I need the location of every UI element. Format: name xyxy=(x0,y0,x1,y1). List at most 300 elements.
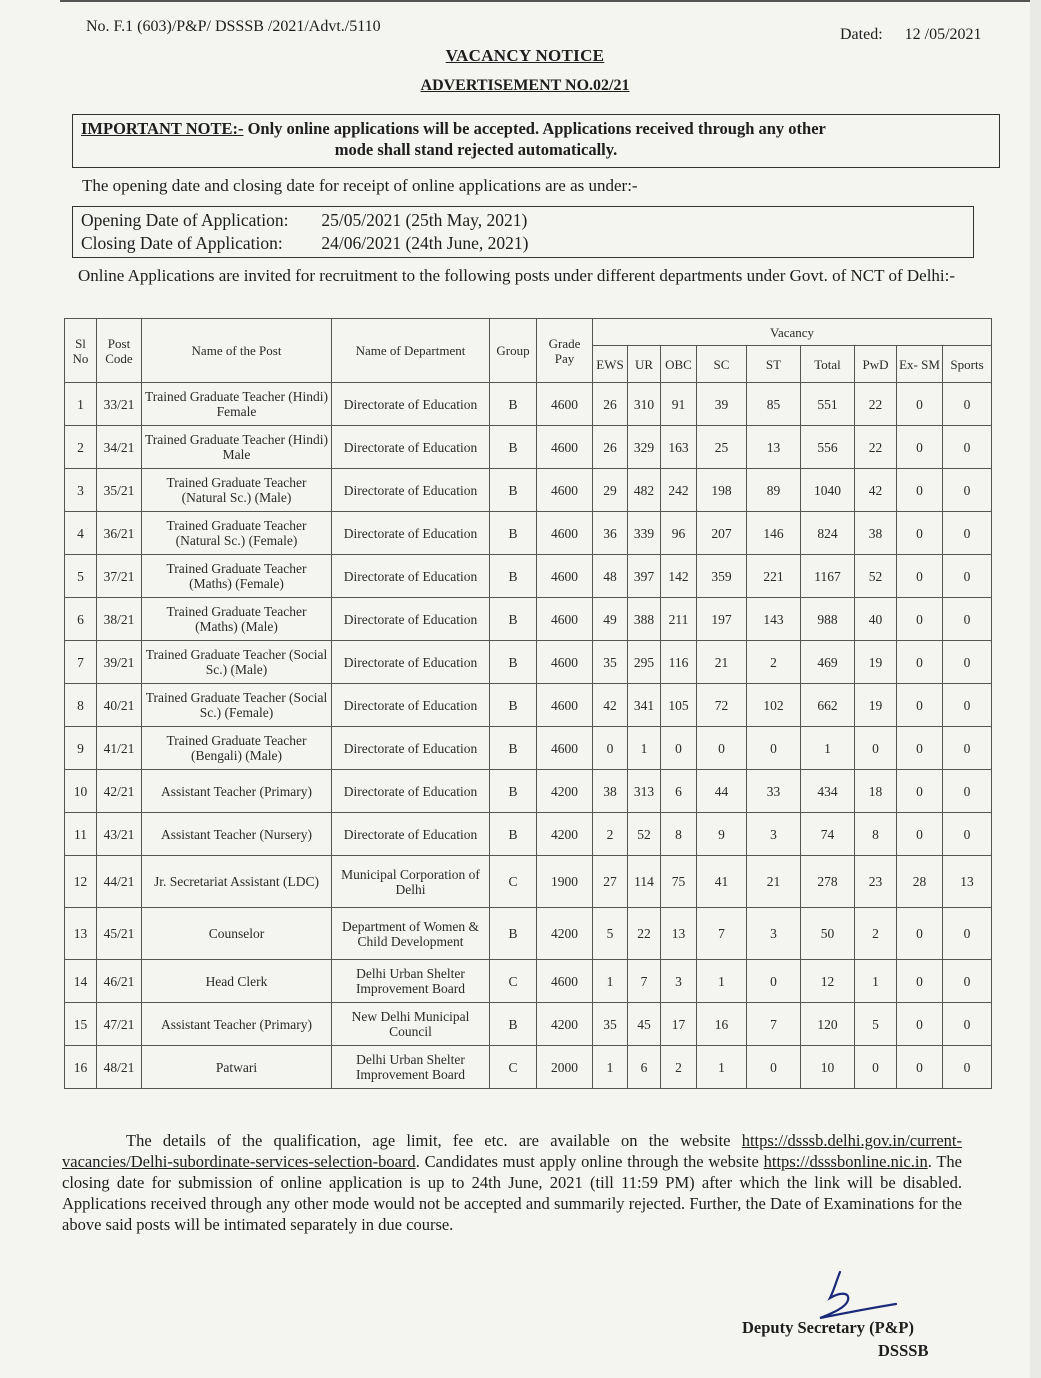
cell-ews: 1 xyxy=(593,1046,628,1089)
col-pwd: PwD xyxy=(855,346,897,383)
table-row xyxy=(65,555,992,598)
cell-pwd: 0 xyxy=(855,727,897,770)
cell-sports: 0 xyxy=(943,1046,992,1089)
cell-sports: 0 xyxy=(943,813,992,856)
cell-post-code: 47/21 xyxy=(97,1003,142,1046)
dsssb-website-link[interactable]: https://dsssb.delhi.gov.in/current-vacancies/Delhi-subordinate-services-selection-board xyxy=(62,1131,963,1171)
cell-post-name: Trained Graduate Teacher (Bengali) (Male) xyxy=(142,727,332,770)
cell-total: 278 xyxy=(801,856,855,908)
table-header-row xyxy=(65,319,992,346)
cell-ex-sm: 0 xyxy=(897,641,943,684)
cell-sl-no: 6 xyxy=(65,598,97,641)
col-total: Total xyxy=(801,346,855,383)
important-note-label: IMPORTANT NOTE:- xyxy=(81,119,244,138)
cell-obc: 3 xyxy=(661,960,697,1003)
cell-ur: 310 xyxy=(628,383,661,426)
cell-st: 13 xyxy=(747,426,801,469)
cell-ur: 397 xyxy=(628,555,661,598)
cell-post-name: Trained Graduate Teacher (Social Sc.) (Female) xyxy=(142,684,332,727)
cell-group: B xyxy=(490,383,537,426)
cell-obc: 242 xyxy=(661,469,697,512)
cell-post-name: Trained Graduate Teacher (Hindi) Male xyxy=(142,426,332,469)
table-row xyxy=(65,383,992,426)
cell-sl-no: 10 xyxy=(65,770,97,813)
cell-pwd: 23 xyxy=(855,856,897,908)
cell-group: C xyxy=(490,1046,537,1089)
cell-post-code: 37/21 xyxy=(97,555,142,598)
cell-pwd: 2 xyxy=(855,908,897,960)
cell-obc: 6 xyxy=(661,770,697,813)
cell-grade-pay: 4200 xyxy=(537,813,593,856)
cell-ex-sm: 0 xyxy=(897,1003,943,1046)
cell-sc: 1 xyxy=(697,960,747,1003)
cell-sports: 0 xyxy=(943,641,992,684)
dsssb-online-link[interactable]: https://dsssbonline.nic.in xyxy=(763,1152,928,1171)
cell-total: 1167 xyxy=(801,555,855,598)
cell-ex-sm: 0 xyxy=(897,684,943,727)
cell-post-code: 46/21 xyxy=(97,960,142,1003)
table-row xyxy=(65,1046,992,1089)
cell-department: Directorate of Education xyxy=(332,770,490,813)
cell-department: Directorate of Education xyxy=(332,469,490,512)
cell-post-code: 45/21 xyxy=(97,908,142,960)
col-name-of-post: Name of the Post xyxy=(142,319,332,383)
table-row xyxy=(65,1003,992,1046)
cell-st: 85 xyxy=(747,383,801,426)
cell-ur: 45 xyxy=(628,1003,661,1046)
opening-date-row xyxy=(81,209,965,232)
cell-total: 434 xyxy=(801,770,855,813)
cell-group: B xyxy=(490,469,537,512)
cell-sc: 207 xyxy=(697,512,747,555)
cell-obc: 105 xyxy=(661,684,697,727)
cell-obc: 75 xyxy=(661,856,697,908)
reference-number: No. F.1 (603)/P&P/ DSSSB /2021/Advt./5110 xyxy=(86,18,381,35)
cell-total: 469 xyxy=(801,641,855,684)
cell-ur: 6 xyxy=(628,1046,661,1089)
cell-group: C xyxy=(490,960,537,1003)
table-row xyxy=(65,960,992,1003)
cell-sl-no: 7 xyxy=(65,641,97,684)
cell-sports: 0 xyxy=(943,1003,992,1046)
cell-ex-sm: 0 xyxy=(897,512,943,555)
cell-ex-sm: 0 xyxy=(897,1046,943,1089)
cell-sports: 0 xyxy=(943,512,992,555)
cell-group: B xyxy=(490,598,537,641)
cell-ews: 5 xyxy=(593,908,628,960)
cell-sc: 197 xyxy=(697,598,747,641)
cell-ex-sm: 0 xyxy=(897,908,943,960)
cell-ews: 29 xyxy=(593,469,628,512)
cell-ex-sm: 28 xyxy=(897,856,943,908)
col-post-code: Post Code xyxy=(97,319,142,383)
cell-ews: 42 xyxy=(593,684,628,727)
cell-st: 3 xyxy=(747,908,801,960)
cell-obc: 142 xyxy=(661,555,697,598)
cell-sl-no: 12 xyxy=(65,856,97,908)
cell-post-code: 48/21 xyxy=(97,1046,142,1089)
cell-sc: 16 xyxy=(697,1003,747,1046)
cell-sc: 41 xyxy=(697,856,747,908)
cell-sl-no: 8 xyxy=(65,684,97,727)
cell-st: 89 xyxy=(747,469,801,512)
cell-group: C xyxy=(490,856,537,908)
table-row xyxy=(65,908,992,960)
cell-ex-sm: 0 xyxy=(897,426,943,469)
cell-grade-pay: 4600 xyxy=(537,555,593,598)
cell-pwd: 38 xyxy=(855,512,897,555)
cell-post-name: Trained Graduate Teacher (Maths) (Male) xyxy=(142,598,332,641)
cell-sl-no: 11 xyxy=(65,813,97,856)
cell-obc: 17 xyxy=(661,1003,697,1046)
cell-post-code: 34/21 xyxy=(97,426,142,469)
vacancy-table xyxy=(64,318,992,1089)
cell-pwd: 40 xyxy=(855,598,897,641)
col-department: Name of Department xyxy=(332,319,490,383)
cell-ex-sm: 0 xyxy=(897,469,943,512)
cell-sl-no: 5 xyxy=(65,555,97,598)
signatory-designation: Deputy Secretary (P&P) xyxy=(742,1318,914,1337)
cell-st: 3 xyxy=(747,813,801,856)
footer-paragraph xyxy=(62,1130,962,1235)
cell-total: 1 xyxy=(801,727,855,770)
cell-pwd: 0 xyxy=(855,1046,897,1089)
table-row xyxy=(65,727,992,770)
cell-pwd: 8 xyxy=(855,813,897,856)
cell-group: B xyxy=(490,727,537,770)
cell-ex-sm: 0 xyxy=(897,598,943,641)
cell-total: 662 xyxy=(801,684,855,727)
col-sports: Sports xyxy=(943,346,992,383)
cell-ews: 49 xyxy=(593,598,628,641)
cell-pwd: 5 xyxy=(855,1003,897,1046)
cell-ex-sm: 0 xyxy=(897,770,943,813)
cell-grade-pay: 4600 xyxy=(537,727,593,770)
cell-grade-pay: 1900 xyxy=(537,856,593,908)
cell-grade-pay: 4200 xyxy=(537,1003,593,1046)
cell-post-code: 44/21 xyxy=(97,856,142,908)
cell-ur: 313 xyxy=(628,770,661,813)
cell-obc: 13 xyxy=(661,908,697,960)
footer-text-1: The details of the qualification, age limit, fee etc. are available on the website xyxy=(126,1131,731,1150)
cell-pwd: 1 xyxy=(855,960,897,1003)
cell-sc: 198 xyxy=(697,469,747,512)
col-obc: OBC xyxy=(661,346,697,383)
cell-pwd: 22 xyxy=(855,426,897,469)
cell-sports: 0 xyxy=(943,908,992,960)
cell-department: Directorate of Education xyxy=(332,555,490,598)
cell-post-name: Jr. Secretariat Assistant (LDC) xyxy=(142,856,332,908)
cell-group: B xyxy=(490,908,537,960)
cell-department: Department of Women & Child Development xyxy=(332,908,490,960)
cell-group: B xyxy=(490,641,537,684)
cell-ews: 26 xyxy=(593,383,628,426)
cell-grade-pay: 2000 xyxy=(537,1046,593,1089)
cell-department: Directorate of Education xyxy=(332,727,490,770)
cell-post-name: Head Clerk xyxy=(142,960,332,1003)
cell-sl-no: 9 xyxy=(65,727,97,770)
cell-sports: 0 xyxy=(943,598,992,641)
cell-group: B xyxy=(490,426,537,469)
cell-group: B xyxy=(490,813,537,856)
date-line xyxy=(840,26,982,44)
cell-obc: 2 xyxy=(661,1046,697,1089)
table-row xyxy=(65,598,992,641)
cell-department: New Delhi Municipal Council xyxy=(332,1003,490,1046)
col-group: Group xyxy=(490,319,537,383)
page-title: VACANCY NOTICE xyxy=(445,46,605,65)
col-st: ST xyxy=(747,346,801,383)
cell-ews: 48 xyxy=(593,555,628,598)
opening-date-label: Opening Date of Application: xyxy=(81,210,289,230)
cell-post-code: 33/21 xyxy=(97,383,142,426)
cell-obc: 91 xyxy=(661,383,697,426)
cell-sl-no: 15 xyxy=(65,1003,97,1046)
table-row xyxy=(65,813,992,856)
cell-obc: 163 xyxy=(661,426,697,469)
cell-pwd: 19 xyxy=(855,641,897,684)
cell-sl-no: 13 xyxy=(65,908,97,960)
footer-text-2: . Candidates must apply online through the website xyxy=(415,1152,759,1171)
cell-sports: 13 xyxy=(943,856,992,908)
important-note-line1: Only online applications will be accepted. Applications received through any other xyxy=(247,119,826,138)
cell-total: 1040 xyxy=(801,469,855,512)
col-ur: UR xyxy=(628,346,661,383)
cell-group: B xyxy=(490,1003,537,1046)
table-row xyxy=(65,512,992,555)
cell-sc: 1 xyxy=(697,1046,747,1089)
cell-sc: 7 xyxy=(697,908,747,960)
cell-sports: 0 xyxy=(943,960,992,1003)
cell-grade-pay: 4200 xyxy=(537,908,593,960)
table-row xyxy=(65,426,992,469)
closing-date-row xyxy=(81,232,965,255)
cell-sports: 0 xyxy=(943,469,992,512)
cell-pwd: 19 xyxy=(855,684,897,727)
cell-grade-pay: 4600 xyxy=(537,383,593,426)
cell-sc: 25 xyxy=(697,426,747,469)
cell-total: 988 xyxy=(801,598,855,641)
cell-group: B xyxy=(490,512,537,555)
cell-obc: 0 xyxy=(661,727,697,770)
cell-ews: 0 xyxy=(593,727,628,770)
cell-post-name: Trained Graduate Teacher (Natural Sc.) (Male) xyxy=(142,469,332,512)
cell-sports: 0 xyxy=(943,383,992,426)
cell-st: 21 xyxy=(747,856,801,908)
cell-sc: 0 xyxy=(697,727,747,770)
cell-ur: 339 xyxy=(628,512,661,555)
cell-sports: 0 xyxy=(943,727,992,770)
cell-sports: 0 xyxy=(943,555,992,598)
cell-post-code: 36/21 xyxy=(97,512,142,555)
cell-department: Directorate of Education xyxy=(332,426,490,469)
cell-ur: 482 xyxy=(628,469,661,512)
dated-value: 12 /05/2021 xyxy=(904,26,982,43)
col-ex-sm: Ex- SM xyxy=(897,346,943,383)
cell-ur: 7 xyxy=(628,960,661,1003)
cell-grade-pay: 4200 xyxy=(537,770,593,813)
cell-total: 824 xyxy=(801,512,855,555)
cell-ews: 38 xyxy=(593,770,628,813)
cell-ews: 35 xyxy=(593,1003,628,1046)
signature-scribble-icon xyxy=(800,1268,900,1324)
cell-total: 120 xyxy=(801,1003,855,1046)
cell-sl-no: 4 xyxy=(65,512,97,555)
cell-post-name: Trained Graduate Teacher (Natural Sc.) (Female) xyxy=(142,512,332,555)
cell-pwd: 22 xyxy=(855,383,897,426)
cell-post-code: 38/21 xyxy=(97,598,142,641)
cell-sports: 0 xyxy=(943,426,992,469)
cell-ex-sm: 0 xyxy=(897,813,943,856)
cell-department: Directorate of Education xyxy=(332,598,490,641)
posts-intro: Online Applications are invited for recruitment to the following posts under different departments under Govt. of NCT of Delhi:- xyxy=(78,266,956,285)
footer-text-3: . The closing date for submission of online application is up to 24th June, 2021 (till 11:59 PM) after which the link will be disabled. Applications received through any other mode would not be accepted and summarily rejected. Further, the Date of Examinations for the above said posts will be intimated separately in due course. xyxy=(62,1152,963,1234)
cell-ex-sm: 0 xyxy=(897,960,943,1003)
cell-sc: 72 xyxy=(697,684,747,727)
cell-st: 7 xyxy=(747,1003,801,1046)
dates-intro: The opening date and closing date for receipt of online applications are as under:- xyxy=(82,176,638,195)
cell-department: Delhi Urban Shelter Improvement Board xyxy=(332,960,490,1003)
table-row xyxy=(65,856,992,908)
advertisement-number: ADVERTISEMENT NO.02/21 xyxy=(420,77,630,94)
cell-st: 33 xyxy=(747,770,801,813)
cell-post-code: 40/21 xyxy=(97,684,142,727)
cell-post-name: Counselor xyxy=(142,908,332,960)
cell-post-code: 43/21 xyxy=(97,813,142,856)
cell-ur: 388 xyxy=(628,598,661,641)
cell-obc: 211 xyxy=(661,598,697,641)
cell-grade-pay: 4600 xyxy=(537,426,593,469)
cell-post-name: Trained Graduate Teacher (Hindi) Female xyxy=(142,383,332,426)
cell-sc: 21 xyxy=(697,641,747,684)
cell-group: B xyxy=(490,555,537,598)
cell-ews: 2 xyxy=(593,813,628,856)
vacancy-table-body xyxy=(65,383,992,1089)
cell-st: 102 xyxy=(747,684,801,727)
cell-post-name: Assistant Teacher (Nursery) xyxy=(142,813,332,856)
cell-ur: 341 xyxy=(628,684,661,727)
cell-ews: 36 xyxy=(593,512,628,555)
important-note-line2: mode shall stand rejected automatically. xyxy=(334,140,618,159)
cell-group: B xyxy=(490,684,537,727)
cell-total: 551 xyxy=(801,383,855,426)
cell-total: 12 xyxy=(801,960,855,1003)
top-border-line xyxy=(60,0,1030,6)
cell-ur: 22 xyxy=(628,908,661,960)
cell-post-name: Trained Graduate Teacher (Maths) (Female) xyxy=(142,555,332,598)
cell-post-code: 42/21 xyxy=(97,770,142,813)
table-row xyxy=(65,770,992,813)
col-grade-pay: Grade Pay xyxy=(537,319,593,383)
cell-grade-pay: 4600 xyxy=(537,469,593,512)
cell-sc: 9 xyxy=(697,813,747,856)
cell-sc: 39 xyxy=(697,383,747,426)
table-row xyxy=(65,641,992,684)
cell-sc: 44 xyxy=(697,770,747,813)
cell-ews: 26 xyxy=(593,426,628,469)
cell-sl-no: 1 xyxy=(65,383,97,426)
cell-post-name: Assistant Teacher (Primary) xyxy=(142,1003,332,1046)
cell-total: 556 xyxy=(801,426,855,469)
cell-department: Delhi Urban Shelter Improvement Board xyxy=(332,1046,490,1089)
cell-ur: 52 xyxy=(628,813,661,856)
cell-ex-sm: 0 xyxy=(897,383,943,426)
cell-group: B xyxy=(490,770,537,813)
cell-department: Directorate of Education xyxy=(332,684,490,727)
cell-ur: 114 xyxy=(628,856,661,908)
cell-obc: 96 xyxy=(661,512,697,555)
cell-post-code: 35/21 xyxy=(97,469,142,512)
cell-post-code: 39/21 xyxy=(97,641,142,684)
cell-sports: 0 xyxy=(943,684,992,727)
col-sl-no: Sl No xyxy=(65,319,97,383)
col-sc: SC xyxy=(697,346,747,383)
signatory-office: DSSSB xyxy=(878,1341,929,1360)
cell-sl-no: 14 xyxy=(65,960,97,1003)
cell-ur: 295 xyxy=(628,641,661,684)
cell-grade-pay: 4600 xyxy=(537,960,593,1003)
cell-grade-pay: 4600 xyxy=(537,684,593,727)
cell-total: 74 xyxy=(801,813,855,856)
cell-ews: 27 xyxy=(593,856,628,908)
table-row xyxy=(65,469,992,512)
cell-pwd: 42 xyxy=(855,469,897,512)
dates-box xyxy=(72,206,974,258)
cell-st: 2 xyxy=(747,641,801,684)
cell-st: 221 xyxy=(747,555,801,598)
cell-department: Directorate of Education xyxy=(332,512,490,555)
cell-obc: 8 xyxy=(661,813,697,856)
cell-sl-no: 2 xyxy=(65,426,97,469)
table-row xyxy=(65,684,992,727)
cell-st: 146 xyxy=(747,512,801,555)
cell-grade-pay: 4600 xyxy=(537,512,593,555)
cell-ur: 329 xyxy=(628,426,661,469)
cell-department: Directorate of Education xyxy=(332,641,490,684)
cell-total: 50 xyxy=(801,908,855,960)
cell-obc: 116 xyxy=(661,641,697,684)
cell-department: Directorate of Education xyxy=(332,383,490,426)
cell-department: Municipal Corporation of Delhi xyxy=(332,856,490,908)
cell-sports: 0 xyxy=(943,770,992,813)
cell-post-code: 41/21 xyxy=(97,727,142,770)
cell-pwd: 18 xyxy=(855,770,897,813)
cell-st: 0 xyxy=(747,1046,801,1089)
cell-ews: 35 xyxy=(593,641,628,684)
opening-date-value: 25/05/2021 (25th May, 2021) xyxy=(321,210,528,230)
dated-label: Dated: xyxy=(840,26,883,43)
cell-pwd: 52 xyxy=(855,555,897,598)
cell-sl-no: 16 xyxy=(65,1046,97,1089)
col-vacancy: Vacancy xyxy=(593,319,992,346)
important-note-box xyxy=(72,114,1000,168)
cell-total: 10 xyxy=(801,1046,855,1089)
cell-grade-pay: 4600 xyxy=(537,598,593,641)
cell-ur: 1 xyxy=(628,727,661,770)
cell-ews: 1 xyxy=(593,960,628,1003)
cell-ex-sm: 0 xyxy=(897,555,943,598)
cell-st: 0 xyxy=(747,727,801,770)
cell-st: 143 xyxy=(747,598,801,641)
cell-sc: 359 xyxy=(697,555,747,598)
cell-department: Directorate of Education xyxy=(332,813,490,856)
cell-st: 0 xyxy=(747,960,801,1003)
cell-ex-sm: 0 xyxy=(897,727,943,770)
cell-grade-pay: 4600 xyxy=(537,641,593,684)
cell-post-name: Trained Graduate Teacher (Social Sc.) (Male) xyxy=(142,641,332,684)
col-ews: EWS xyxy=(593,346,628,383)
cell-sl-no: 3 xyxy=(65,469,97,512)
